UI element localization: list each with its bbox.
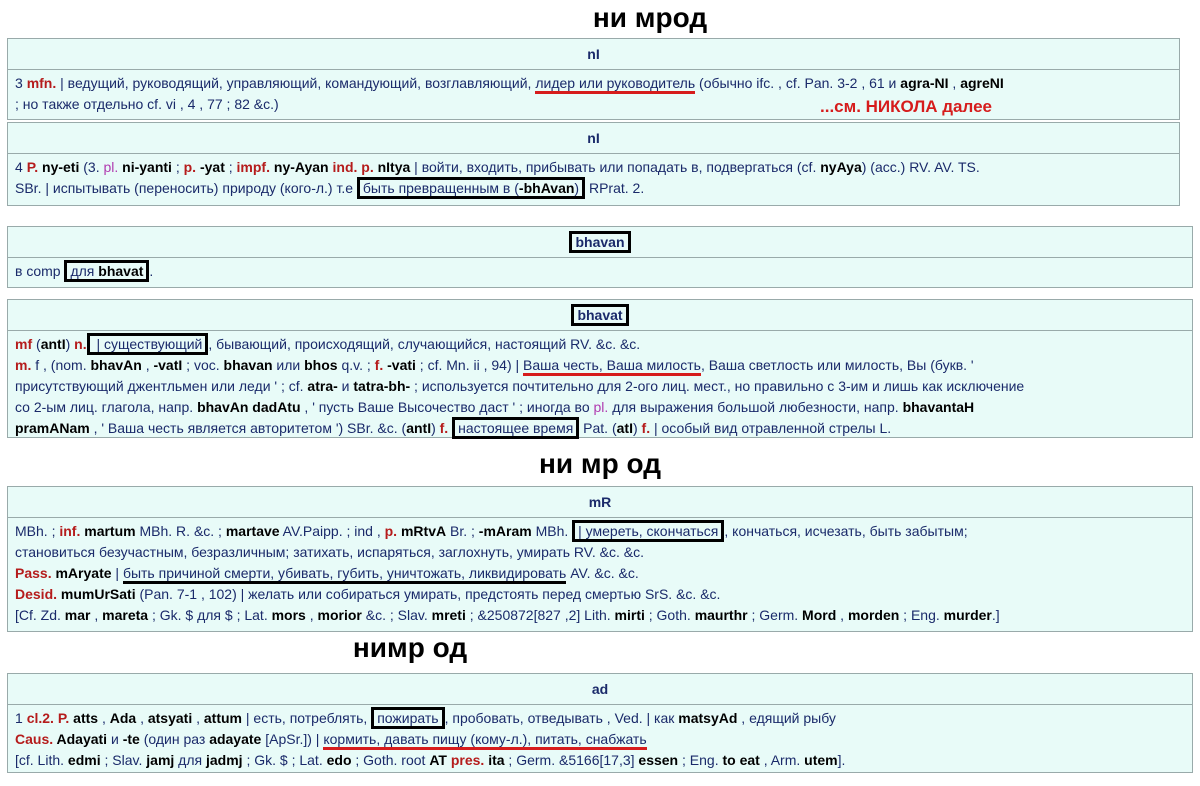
entry-title: nI (8, 123, 1179, 154)
annotation-nikola: ...см. НИКОЛА далее (820, 97, 992, 116)
entry-bhavan (7, 226, 1193, 288)
entry-title: ad (8, 674, 1192, 705)
boxed-bhavat: для bhavat (64, 260, 149, 282)
entry-body: MBh. ; inf. martum MBh. R. &c. ; martave AV.Paipp. ; ind , p. mRtvA Br. ; -mAram MBh. | умереть, скончаться , кончаться, исчезать, быть забытым; становиться безучастным, безразличным; затихать, испаряться, заглохнуть, умирать RV. &c. &c. Pass. mAryate | быть причиной смерти, убивать, губить, уничтожать, ликвидировать AV. &c. &c. Desid. mumUrSati (Pan. 7-1 , 102) | желать или собираться умирать, предстоять перед смертью SrS. &c. &c. [Cf. Zd. mar , mareta ; Gk. $ для $ ; Lat. mors , morior &c. ; Slav. mreti ; &250872[827 ,2] Lith. mirti ; Goth. maurthr ; Germ. Mord , morden ; Eng. murder.] (8, 518, 1192, 629)
entry-body: mf (antI) n. | существующий , бывающий, происходящий, случающийся, настоящий RV. &c. &c. m. f , (nom. bhavAn , -vatI ; voc. bhavan или bhos q.v. ; f. -vati ; cf. Mn. ii , 94) | Ваша честь, Ваша милость, Ваша светлость или милость, Вы (букв. ' присутствующий джентльмен или леди ' ; cf. atra- и tatra-bh- ; используется почтительно для 2-ого лиц. мест., но правильно с 3-им и лишь как исключение со 2-ым лиц. глагола, напр. bhavAn dadAtu , ' пусть Ваше Высочество даст ' ; иногда во pl. для выражения большой любезности, напр. bhavantaH pramANam , ' Ваша честь является авторитетом ') SBr. &c. (antI) f. настоящее время Pat. (atI) f. | особый вид отравленной стрелы L. (8, 331, 1192, 442)
entry-body: 3 mfn. | ведущий, руководящий, управляющий, командующий, возглавляющий, лидер или руководитель (обычно ifc. , cf. Pan. 3-2 , 61 и agra-NI , agreNI ; но также отдельно cf. vi , 4 , 77 ; 82 &c.) (15, 75, 1004, 112)
heading-ni-mr-od: ни мр од (538, 448, 661, 479)
entry-title: mR (8, 487, 1192, 518)
boxed-to-die: | умереть, скончаться (572, 520, 724, 542)
boxed-devour: пожирать (371, 707, 444, 729)
entry-title: bhavan (8, 227, 1192, 258)
entry-ad (7, 673, 1193, 773)
heading-nimr-od: нимр од (352, 632, 468, 663)
entry-title: bhavat (8, 300, 1192, 331)
underline-cause-death: быть причиной смерти, убивать, губить, уничтожать, ликвидировать (123, 565, 566, 584)
underline-leader: лидер или руководитель (535, 75, 695, 94)
boxed-transform: быть превращенным в (-bhAvan) (357, 177, 585, 199)
entry-body: 1 cl.2. P. atts , Ada , atsyati , attum | есть, потреблять, пожирать , пробовать, отведывать , Ved. | как matsyAd , едящий рыбу Caus. Adayati и -te (один раз adayate [ApSr.]) | кормить, давать пищу (кому-л.), питать, снабжать [cf. Lith. edmi ; Slav. jamj для jadmj ; Gk. $ ; Lat. edo ; Goth. root AT pres. ita ; Germ. &5166[17,3] essen ; Eng. to eat , Arm. utem]. (8, 705, 1192, 774)
boxed-present-time: настоящее время (452, 417, 579, 439)
heading-ni-mrod: ни мрод (592, 2, 708, 33)
entry-title: nI (8, 39, 1179, 70)
underline-your-honor: Ваша честь, Ваша милость (523, 357, 701, 376)
entry-body: 4 P. ny-eti (3. pl. ni-yanti ; p. -yat ; impf. ny-Ayan ind. p. nItya | войти, входить, прибывать или попадать в, подвергаться (cf. nyAya) (acc.) RV. AV. TS. SBr. | испытывать (переносить) природу (кого-л.) т.е быть превращенным в (-bhAvan) RPrat. 2. (8, 154, 1179, 202)
entry-body: в comp для bhavat . (8, 258, 1192, 285)
entry-bhavat (7, 299, 1193, 438)
entry-ni-1 (7, 38, 1180, 120)
underline-feed: кормить, давать пищу (кому-л.), питать, снабжать (323, 731, 646, 750)
entry-mr (7, 486, 1193, 632)
entry-ni-2 (7, 122, 1180, 206)
boxed-existing: | существующий (87, 333, 209, 355)
